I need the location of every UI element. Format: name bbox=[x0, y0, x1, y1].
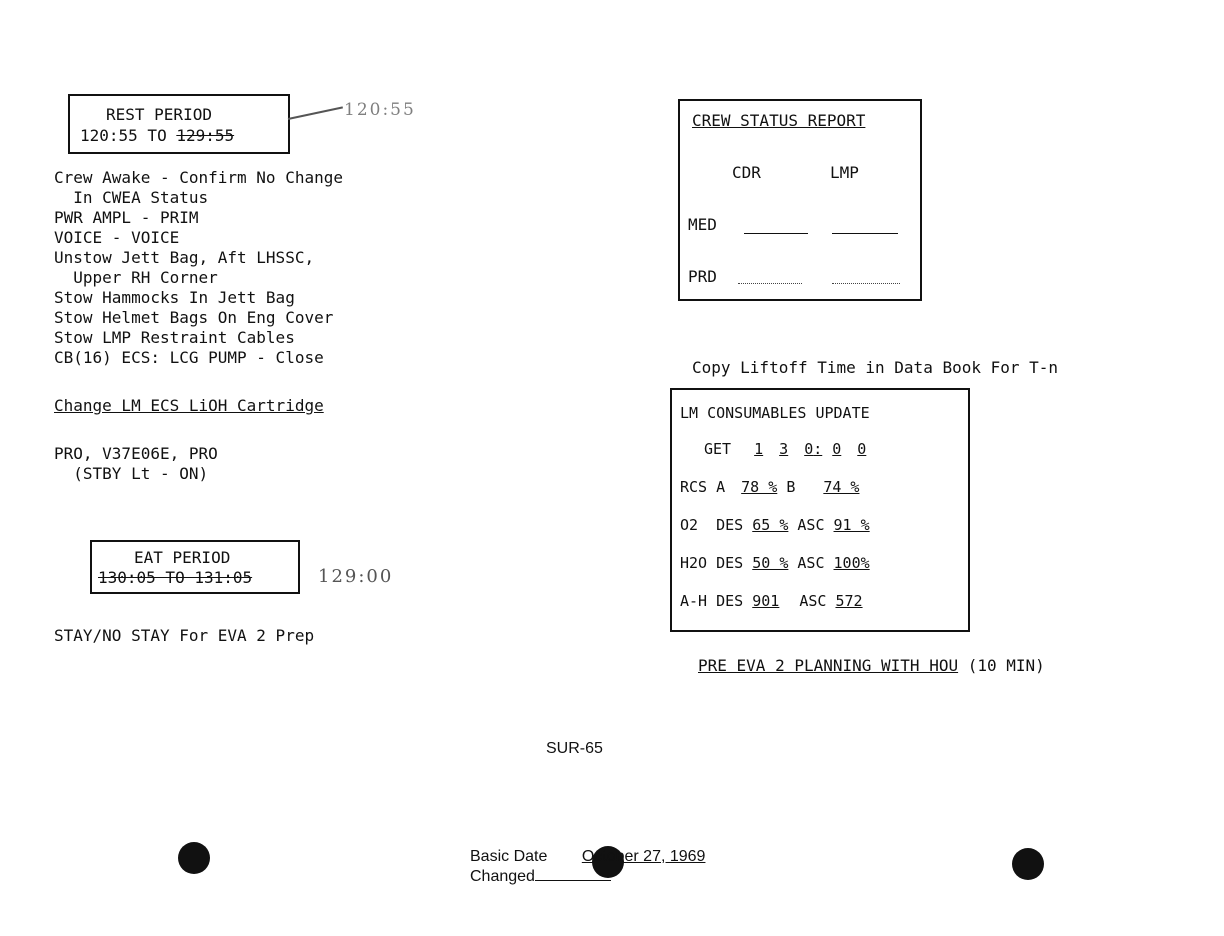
ah-asc-value: 572 bbox=[835, 592, 863, 610]
checklist-line: Upper RH Corner bbox=[54, 268, 218, 287]
rest-period-title: REST PERIOD bbox=[106, 105, 212, 124]
get-digit: 0 bbox=[804, 440, 814, 458]
prd-lmp-blank bbox=[832, 283, 900, 284]
stay-line: STAY/NO STAY For EVA 2 Prep bbox=[54, 626, 315, 645]
pro-line: PRO, V37E06E, PRO bbox=[54, 444, 218, 463]
get-digit: 0 bbox=[832, 440, 842, 458]
ah-row: A-H DES 901 ASC 572 bbox=[680, 592, 863, 610]
med-lmp-blank bbox=[832, 233, 898, 234]
consumables-box bbox=[670, 388, 970, 632]
basic-date-value: October 27, 1969 bbox=[581, 848, 706, 865]
o2-asc-value: 91 % bbox=[833, 516, 870, 534]
crew-status-col-lmp: LMP bbox=[830, 163, 859, 182]
binder-hole-left bbox=[178, 842, 210, 874]
crew-status-title: CREW STATUS REPORT bbox=[692, 111, 866, 130]
basic-date-line: Basic Date October 27, 1969 bbox=[470, 848, 706, 865]
checklist-line: In CWEA Status bbox=[54, 188, 209, 207]
checklist-line: Stow Helmet Bags On Eng Cover bbox=[54, 308, 334, 327]
rcs-a-value: 78 % bbox=[741, 478, 778, 496]
get-row: GET 1 3 0: 0 0 bbox=[704, 440, 867, 458]
prd-cdr-blank bbox=[738, 283, 802, 284]
h2o-asc-value: 100% bbox=[833, 554, 870, 572]
checklist-line: Stow LMP Restraint Cables bbox=[54, 328, 295, 347]
crew-status-row-prd: PRD bbox=[688, 267, 717, 286]
changed-line: Changed bbox=[470, 868, 611, 886]
get-digit: 3 bbox=[779, 440, 789, 458]
page-id: SUR-65 bbox=[546, 740, 603, 757]
eat-period-title: EAT PERIOD bbox=[134, 548, 231, 567]
o2-row: O2 DES 65 % ASC 91 % bbox=[680, 516, 870, 534]
rcs-b-value: 74 % bbox=[823, 478, 860, 496]
copy-liftoff-line: Copy Liftoff Time in Data Book For T-n bbox=[692, 358, 1059, 377]
eat-period-handwritten: 129:00 bbox=[318, 566, 394, 587]
checklist-line: Stow Hammocks In Jett Bag bbox=[54, 288, 295, 307]
checklist-line: Unstow Jett Bag, Aft LHSSC, bbox=[54, 248, 315, 267]
rest-period-end-struck: 129:55 bbox=[176, 126, 235, 145]
rest-period-handwritten: 120:55 bbox=[344, 100, 416, 120]
rest-period-box bbox=[68, 94, 290, 154]
eat-period-time-struck: 130:05 TO 131:05 bbox=[98, 568, 253, 587]
handwritten-pointer-line bbox=[288, 106, 343, 120]
crew-status-box bbox=[678, 99, 922, 301]
consumables-title: LM CONSUMABLES UPDATE bbox=[680, 404, 870, 422]
eat-period-box bbox=[90, 540, 300, 594]
binder-hole-right bbox=[1012, 848, 1044, 880]
lioh-heading: Change LM ECS LiOH Cartridge bbox=[54, 396, 324, 415]
get-digit: 0 bbox=[857, 440, 867, 458]
rest-period-time: 120:55 TO 129:55 bbox=[80, 126, 235, 145]
checklist-line: CB(16) ECS: LCG PUMP - Close bbox=[54, 348, 324, 367]
rcs-row: RCS A 78 % B 74 % bbox=[680, 478, 860, 496]
crew-status-row-med: MED bbox=[688, 215, 717, 234]
h2o-des-value: 50 % bbox=[752, 554, 789, 572]
pro-line: (STBY Lt - ON) bbox=[54, 464, 209, 483]
o2-des-value: 65 % bbox=[752, 516, 789, 534]
crew-status-col-cdr: CDR bbox=[732, 163, 761, 182]
checklist-line: Crew Awake - Confirm No Change bbox=[54, 168, 343, 187]
ah-des-value: 901 bbox=[752, 592, 780, 610]
checklist-line: VOICE - VOICE bbox=[54, 228, 180, 247]
med-cdr-blank bbox=[744, 233, 808, 234]
pre-eva-line: PRE EVA 2 PLANNING WITH HOU (10 MIN) bbox=[698, 656, 1045, 675]
checklist-line: PWR AMPL - PRIM bbox=[54, 208, 199, 227]
h2o-row: H2O DES 50 % ASC 100% bbox=[680, 554, 870, 572]
get-digit: 1 bbox=[754, 440, 764, 458]
